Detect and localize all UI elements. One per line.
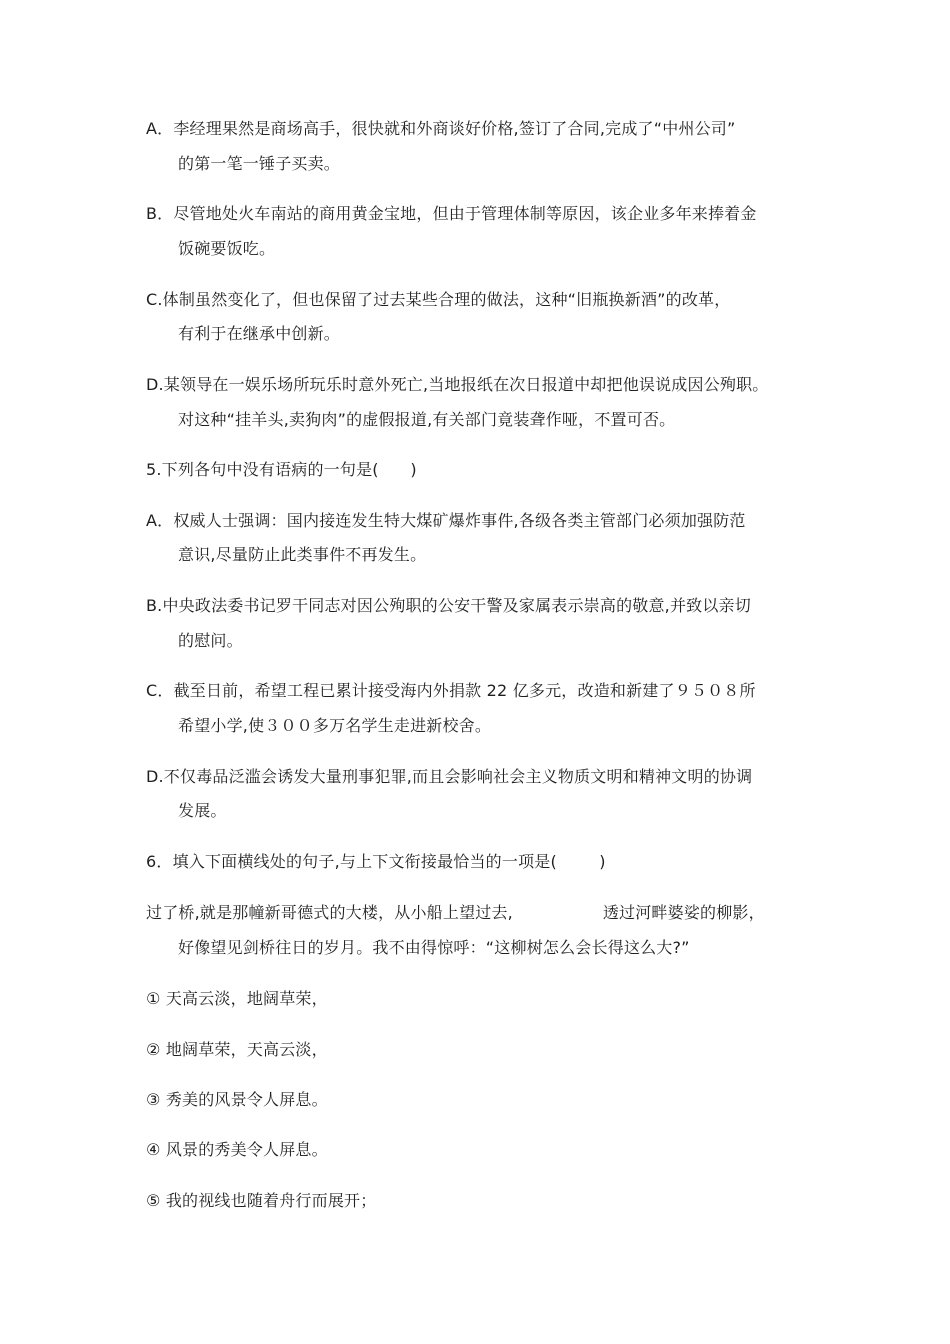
q5-option-b-line1: B.中央政法委书记罗干同志对因公殉职的公安干警及家属表示崇高的敬意,并致以亲切 — [146, 596, 751, 615]
q6-stem: 6．填入下面横线处的句子,与上下文衔接最恰当的一项是( ) — [146, 852, 606, 871]
q5-option-a-line2: 意识,尽量防止此类事件不再发生。 — [178, 545, 427, 564]
q4-option-c-line1: C.体制虽然变化了，但也保留了过去某些合理的做法，这种“旧瓶换新酒”的改革， — [146, 290, 731, 309]
q6-passage-line1: 过了桥,就是那幢新哥德式的大楼，从小船上望过去, 透过河畔婆娑的柳影， — [146, 903, 765, 922]
q4-option-b-line2: 饭碗要饭吃。 — [178, 239, 276, 258]
q5-option-d-line1: D.不仅毒品泛滥会诱发大量刑事犯罪,而且会影响社会主义物质文明和精神文明的协调 — [146, 767, 753, 786]
q4-option-c-line2: 有利于在继承中创新。 — [178, 324, 341, 343]
q6-item-3: ③ 秀美的风景令人屏息。 — [146, 1090, 328, 1109]
q6-item-4: ④ 风景的秀美令人屏息。 — [146, 1140, 328, 1159]
q6-item-2: ② 地阔草荣，天高云淡， — [146, 1040, 328, 1059]
q5-option-b-line2: 的慰问。 — [178, 631, 243, 650]
q5-option-c-line2: 希望小学,使３００多万名学生走进新校舍。 — [178, 716, 492, 735]
q5-option-a-line1: A．权威人士强调：国内接连发生特大煤矿爆炸事件,各级各类主管部门必须加强防范 — [146, 511, 746, 530]
q4-option-b-line1: B．尽管地处火车南站的商用黄金宝地，但由于管理体制等原因，该企业多年来捧着金 — [146, 204, 757, 223]
q5-stem: 5.下列各句中没有语病的一句是( ) — [146, 460, 417, 479]
q6-passage-line2: 好像望见剑桥往日的岁月。我不由得惊呼：“这柳树怎么会长得这么大?” — [178, 938, 690, 957]
q6-item-1: ① 天高云淡，地阔草荣， — [146, 989, 328, 1008]
q5-option-d-line2: 发展。 — [178, 801, 227, 820]
q4-option-d-line1: D.某领导在一娱乐场所玩乐时意外死亡,当地报纸在次日报道中却把他误说成因公殉职。 — [146, 375, 769, 394]
q4-option-d-line2: 对这种“挂羊头,卖狗肉”的虚假报道,有关部门竟装聋作哑，不置可否。 — [178, 410, 676, 429]
q4-option-a-line2: 的第一笔一锤子买卖。 — [178, 154, 341, 173]
q5-option-c-line1: C．截至日前，希望工程已累计接受海内外捐款 22 亿多元，改造和新建了９５０８所 — [146, 681, 756, 700]
q6-item-5: ⑤ 我的视线也随着舟行而展开； — [146, 1191, 377, 1210]
q4-option-a-line1: A．李经理果然是商场高手，很快就和外商谈好价格,签订了合同,完成了“中州公司” — [146, 119, 736, 138]
